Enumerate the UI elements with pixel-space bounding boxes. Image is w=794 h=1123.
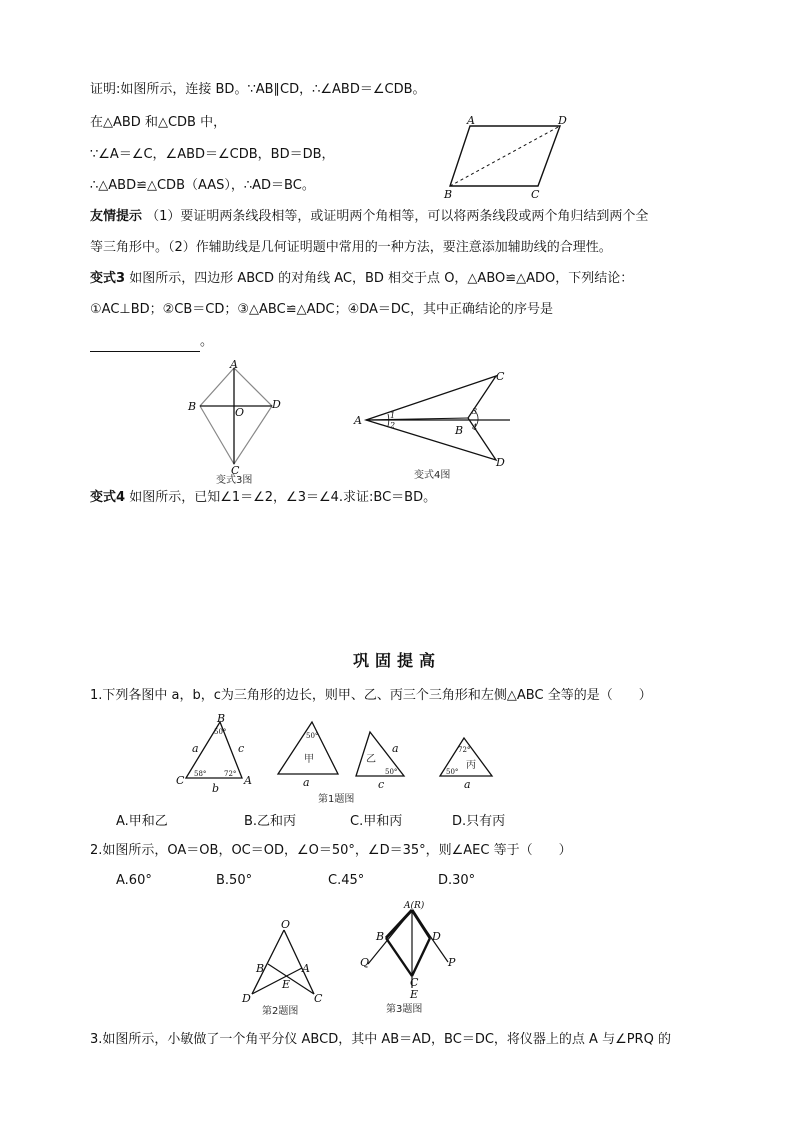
- label-B: B: [455, 424, 464, 437]
- q1-option-c[interactable]: C.甲和丙: [350, 814, 403, 829]
- label-A: A: [467, 114, 475, 127]
- section-title: 巩固提高: [352, 651, 441, 670]
- q1-option-b[interactable]: B.乙和丙: [244, 814, 297, 829]
- hint-line-2: 等三角形中。（2）作辅助线是几何证明题中常用的一种方法，要注意添加辅助线的合理性。: [90, 240, 612, 255]
- label-B: B: [444, 188, 453, 201]
- variant3-answer-line: [90, 332, 213, 352]
- q3-text: 3.如图所示，小敏做了一个角平分仪 ABCD，其中 AB＝AD，BC＝DC，将仪器上的点 A 与∠PRQ 的: [90, 1032, 671, 1047]
- bing-angle-left: 50°: [446, 768, 459, 776]
- label-D: D: [432, 930, 441, 943]
- jia-angle: 50°: [306, 732, 319, 740]
- q2-text: 2.如图所示，OA＝OB，OC＝OD，∠O＝50°，∠D＝35°，则∠AEC 等于（ ）: [90, 843, 572, 858]
- label-2: 2: [390, 421, 396, 430]
- angle-left: 58°: [194, 770, 207, 778]
- label-B: B: [217, 712, 226, 725]
- label-C: C: [176, 774, 185, 787]
- label-AR: A(R): [404, 901, 425, 911]
- label-c: c: [238, 742, 245, 755]
- bing-name: 丙: [466, 760, 476, 771]
- q1-text: 1.下列各图中 a，b，c为三角形的边长，则甲、乙、丙三个三角形和左侧△ABC 全等的是（ ）: [90, 688, 652, 703]
- q2-option-c[interactable]: C.45°: [328, 873, 365, 888]
- variant3-tail: 。: [200, 334, 214, 349]
- variant4-line: [90, 488, 436, 508]
- variant4-label: 变式4: [90, 490, 126, 505]
- variant3-line-1: [90, 269, 633, 289]
- proof-line-3: ∵∠A＝∠C，∠ABD＝∠CDB，BD＝DB，: [90, 147, 335, 162]
- variant3-line-2: ①AC⊥BD；②CB＝CD；③△ABC≌△ADC；④DA＝DC，其中正确结论的序号是: [90, 302, 553, 317]
- q2-option-d[interactable]: D.30°: [438, 873, 476, 888]
- caption: 第2题图: [262, 1006, 299, 1017]
- answer-blank[interactable]: [90, 337, 200, 352]
- variant3-text: 如图所示，四边形 ABCD 的对角线 AC，BD 相交于点 O，△ABO≌△ADO，下列结论：: [129, 271, 634, 286]
- label-A: A: [244, 774, 252, 787]
- bing-angle-top: 72°: [458, 746, 471, 754]
- yi-name: 乙: [366, 754, 376, 765]
- q1-figure: [172, 712, 512, 808]
- label-1: 1: [390, 411, 396, 420]
- jia-side: a: [303, 776, 310, 789]
- q2-figure: [238, 920, 338, 1020]
- parallelogram-figure: [440, 112, 580, 202]
- q2-option-b[interactable]: B.50°: [216, 873, 253, 888]
- label-C: C: [231, 464, 240, 477]
- q2-option-a[interactable]: A.60°: [116, 873, 152, 888]
- label-C: C: [496, 370, 505, 383]
- q3-figure: [358, 898, 458, 1016]
- label-A: A: [230, 358, 238, 371]
- label-4: 4: [472, 423, 478, 432]
- label-A: A: [354, 414, 362, 427]
- proof-line-4: ∴△ABD≌△CDB（AAS），∴AD＝BC。: [90, 178, 315, 193]
- label-D: D: [242, 992, 251, 1005]
- q1-option-a[interactable]: A.甲和乙: [116, 814, 168, 829]
- variant3-label: 变式3: [90, 271, 126, 286]
- label-E: E: [410, 988, 419, 1001]
- yi-angle: 50°: [385, 768, 398, 776]
- q1-option-d[interactable]: D.只有丙: [452, 814, 506, 829]
- caption: 变式3图: [216, 475, 253, 486]
- label-C: C: [410, 976, 419, 989]
- hint-text-1: （1）要证明两条线段相等，或证明两个角相等，可以将两条线段或两个角归结到两个全: [146, 209, 649, 224]
- label-B: B: [256, 962, 265, 975]
- bing-side: a: [464, 778, 471, 791]
- proof-line-1: 证明:如图所示，连接 BD。∵AB∥CD，∴∠ABD＝∠CDB。: [90, 82, 426, 97]
- label-D: D: [272, 398, 281, 411]
- yi-side-a: a: [392, 742, 399, 755]
- caption: 变式4图: [414, 470, 451, 481]
- jia-name: 甲: [304, 754, 314, 765]
- label-B: B: [376, 930, 385, 943]
- variant4-text: 如图所示，已知∠1＝∠2，∠3＝∠4.求证:BC＝BD。: [129, 490, 437, 505]
- label-a: a: [192, 742, 199, 755]
- label-A: A: [302, 962, 310, 975]
- label-D: D: [558, 114, 567, 127]
- label-b: b: [212, 782, 220, 795]
- label-P: P: [448, 956, 456, 969]
- label-B: B: [188, 400, 197, 413]
- variant4-figure: [350, 370, 515, 482]
- label-O: O: [281, 918, 291, 931]
- yi-side-c: c: [378, 778, 385, 791]
- hint-line-1: [90, 207, 648, 227]
- label-E: E: [282, 978, 291, 991]
- caption: 第1题图: [318, 794, 355, 805]
- proof-line-2: 在△ABD 和△CDB 中，: [90, 115, 227, 130]
- label-3: 3: [472, 407, 478, 416]
- hint-label: 友情提示: [90, 209, 143, 224]
- angle-top: 50°: [214, 728, 227, 736]
- label-O: O: [235, 406, 245, 419]
- label-D: D: [496, 456, 505, 469]
- variant3-figure: [180, 358, 290, 486]
- label-C: C: [314, 992, 323, 1005]
- caption: 第3题图: [386, 1004, 423, 1015]
- label-C: C: [531, 188, 540, 201]
- angle-right: 72°: [224, 770, 237, 778]
- label-Q: Q: [360, 956, 370, 969]
